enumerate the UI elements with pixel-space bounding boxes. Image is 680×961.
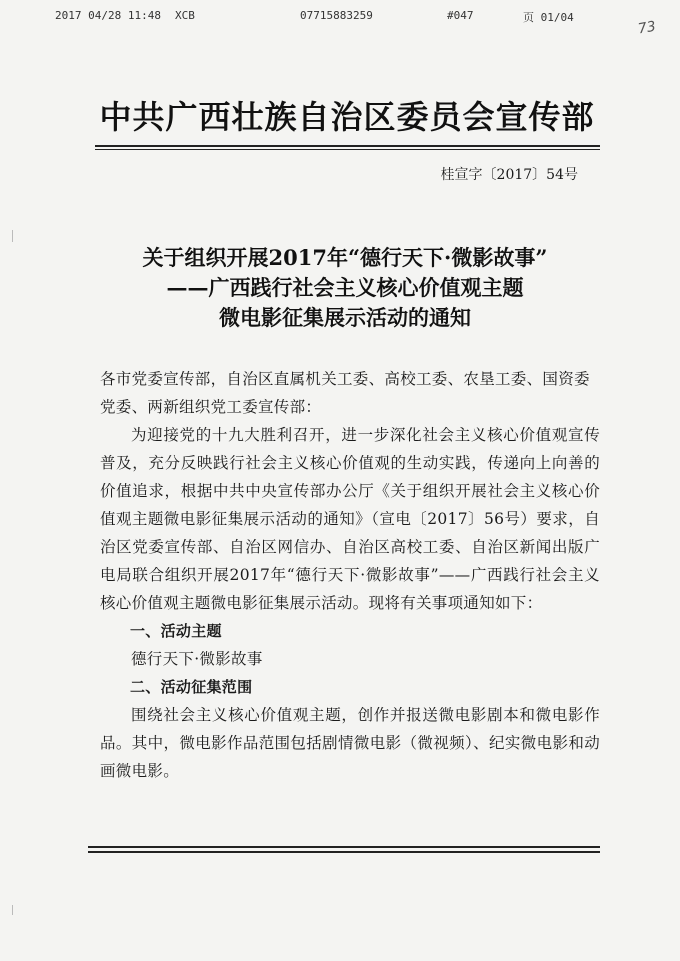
margin-scan-mark [12,905,13,915]
section-text: 围绕社会主义核心价值观主题，创作并报送微电影剧本和微电影作品。其中，微电影作品范围包括剧情微电影（微视频）、纪实微电影和动画微电影。 [100,706,600,780]
org-title: 中共广西壮族自治区委员会宣传部 [99,98,595,136]
fax-header [0,9,680,27]
footer-rule [88,846,600,853]
notice-title-line-2: ——广西践行社会主义核心价值观主题 [166,275,524,300]
document-number: 桂宣字〔2017〕54号 [440,167,578,183]
paragraph: 为迎接党的十九大胜利召开，进一步深化社会主义核心价值观宣传普及，充分反映践行社会主义核心价值观的生动实践，传递向上向善的价值追求，根据中共中央宣传部办公厅《关于组织开展社会主义核心价值观主题微电影征集展示活动的通知》（宣电〔2017〕56号）要求，自治区党委宣传部、自治区网信办、自治区高校工委、自治区新闻出版广电局联合组织开展2017年“德行天下·微影故事”——广西践行社会主义核心价值观主题微电影征集展示活动。现将有关事项通知如下： [100,426,600,612]
section-heading: 一、活动主题 [130,622,222,640]
notice-title [100,243,590,333]
fax-phone: 07715883259 [300,9,373,22]
section-heading: 二、活动征集范围 [130,678,253,696]
notice-title-line-3: 微电影征集展示活动的通知 [219,305,471,330]
fax-page: 页 01/04 [523,11,574,24]
margin-scan-mark [12,230,13,242]
header-rule [95,145,600,150]
addressee: 各市党委宣传部，自治区直属机关工委、高校工委、农垦工委、国资委党委、两新组织党工委宣传部： [100,370,590,416]
document-body [100,365,600,785]
notice-title-line-1: 关于组织开展2017年“德行天下·微影故事” [142,245,548,270]
fax-sender-id: XCB [175,9,195,22]
section-text: 德行天下·微影故事 [131,650,263,668]
fax-number: #047 [447,9,474,22]
handwritten-mark: 73 [636,18,658,38]
fax-date-time: 2017 04/28 11:48 [55,9,161,22]
